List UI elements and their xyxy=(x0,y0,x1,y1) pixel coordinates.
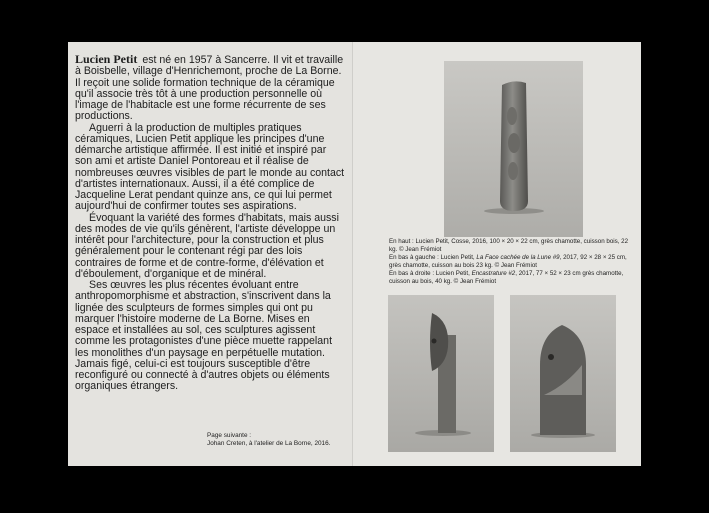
biography-text xyxy=(75,54,345,393)
paragraph-3: Évoquant la variété des formes d'habitats, mais aussi des modes de vie qu'ils génèrent, l'artiste développe un intérêt pour l'architecture, pour la construction et plus généralement pour le contenant régi par des lois contraires de forme et de contre-forme, d'élévation et d'éboulement, d'organique et de minéral. xyxy=(75,211,339,280)
paragraph-2: Aguerri à la production de multiples pratiques céramiques, Lucien Petit applique les principes d'une démarche artistique affirmée. Il est initié et inspiré par son ami et artiste Daniel Pontoreau et il réalise de nombreuses œuvres visibles de part le monde au contact d'artistes internationaux. Aussi, il a été complice de Jacqueline Lerat pendant quinze ans, ce qui lui permet aujourd'hui de confirmer toutes ses aspirations. xyxy=(75,121,345,213)
next-page-caption: Page suivante : Johan Creten, à l'atelier de La Borne, 2016. xyxy=(207,432,331,447)
paragraph-4: Ses œuvres les plus récentes évoluant entre anthropomorphisme et abstraction, s'inscrivent dans la lignée des sculpteurs de formes simples qui ont pu marquer l'histoire moderne de La Borne. Mises en espace et installées au sol, ces sculptures agissent comme les protagonistes d'une pièce muette rappelant les monolithes d'un paysage en perpétuelle mutation. Jamais figé, celui-ci est toujours susceptible d'être reconfiguré ou connecté à d'autres objets ou éléments organiques étrangers. xyxy=(75,279,333,393)
artist-name: Lucien Petit xyxy=(75,52,138,66)
photo-face-cachee xyxy=(388,295,494,452)
left-page xyxy=(68,42,353,466)
photo-encastrature xyxy=(510,295,616,452)
right-page xyxy=(353,42,641,466)
photo-captions: En haut : Lucien Petit, Cosse, 2016, 100 × 20 × 22 cm, grès chamotte, cuisson bois, 22 kg. © Jean Frémiot En bas à gauche : Lucien Petit, La Face cachée de la Lune #9, 2017, 92 × 28 × 25 cm, grès chamotte, cuisson au bois 23 kg. © Jean Frémiot En bas à droite : Lucien Petit, Encastrature #2, 2017, 77 × 52 × 23 cm grès chamotte, cuisson au bois, 40 kg. © Jean Frémiot xyxy=(389,238,629,286)
paragraph-1: Lucien Petit est né en 1957 à Sancerre. Il vit et travaille à Boisbelle, village d'Henrichemont, proche de La Borne. Il reçoit une solide formation technique de la céramique qu'il associe très tôt à une production personnelle où l'image de l'habitacle est une forme récurrente de ses productions. xyxy=(75,52,344,123)
photo-cosse xyxy=(444,61,583,237)
